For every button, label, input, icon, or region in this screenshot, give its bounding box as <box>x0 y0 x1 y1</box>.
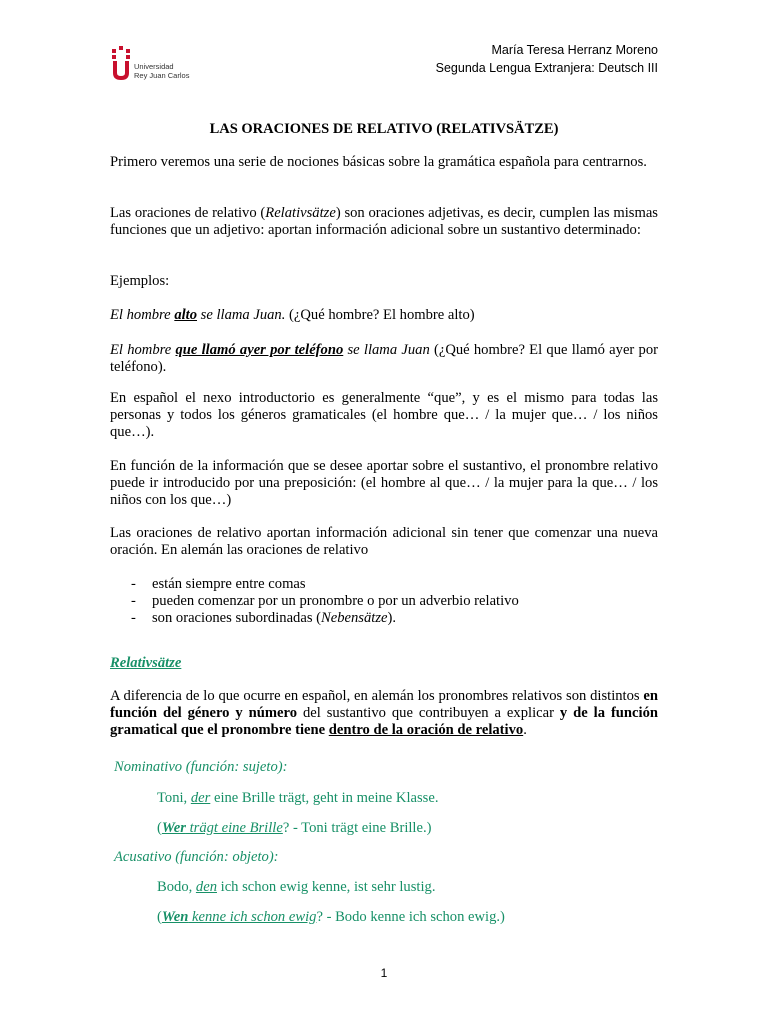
definition-text-1: Las oraciones de relativo ( <box>110 205 266 221</box>
nominativo-label: Nominativo (función: sujeto): <box>114 759 288 775</box>
nominativo-example-2-d: ? - Toni trägt eine Brille.) <box>282 820 432 836</box>
logo-line-1: Universidad <box>134 62 174 71</box>
paragraph-preposicion-text: En función de la información que se desee aportar sobre el sustantivo, el pronombre relativo puede ir introducido por una preposición: (el hombre al que… / la mujer para la que… / los niños con los que…) <box>110 458 658 509</box>
logo-text <box>134 63 189 80</box>
acusativo-question-word: Wen <box>161 909 189 925</box>
nominativo-example-2-a: ( <box>157 820 162 836</box>
list-item-text: son oraciones subordinadas ( <box>152 610 322 626</box>
example-1-part-c: se llama Juan. <box>197 307 286 323</box>
paragraph-aleman-text: Las oraciones de relativo aportan información adicional sin tener que comenzar una nueva oración. En alemán las oraciones de relativo <box>110 525 658 559</box>
example-2-part-a: El hombre <box>110 342 176 358</box>
example-2-highlight: que llamó ayer por teléfono <box>175 342 344 358</box>
features-list <box>110 576 658 627</box>
page-title: LAS ORACIONES DE RELATIVO (RELATIVSÄTZE) <box>209 121 559 137</box>
paragraph-definition <box>110 205 658 239</box>
acusativo-example-2 <box>157 909 505 926</box>
header-author: María Teresa Herranz Moreno <box>491 43 658 57</box>
diferencia-bold-2: y de la función gramatical que el pronombre tiene <box>110 705 658 739</box>
logo-line-2: Rey Juan Carlos <box>134 70 190 80</box>
diferencia-bold-1: en función del género y número <box>110 688 658 722</box>
acusativo-label: Acusativo (función: objeto): <box>114 849 279 865</box>
diferencia-period: . <box>523 722 527 739</box>
nominativo-example-2 <box>157 820 431 837</box>
paragraph-preposicion <box>110 458 658 510</box>
paragraph-aleman <box>110 525 658 559</box>
nominativo-question-word: Wer <box>161 820 186 836</box>
diferencia-bold-underlined: dentro de la oración de relativo <box>328 722 524 739</box>
page-number: 1 <box>380 966 388 980</box>
diferencia-text-2: del sustantivo que contribuyen a explicar <box>297 705 560 722</box>
acusativo-example-1-a: Bodo, <box>157 879 196 895</box>
university-logo-icon <box>110 46 132 82</box>
example-1-highlight: alto <box>174 307 198 323</box>
definition-term: Relativsätze <box>265 205 336 221</box>
list-item-text: están siempre entre comas <box>152 576 306 592</box>
nominativo-pronoun: der <box>190 790 211 806</box>
list-item <box>110 576 658 593</box>
example-1-question: (¿Qué hombre? El hombre alto) <box>285 307 475 323</box>
acusativo-example-2-d: ? - Bodo kenne ich schon ewig.) <box>316 909 505 925</box>
nominativo-question-phrase: trägt eine Brille <box>185 820 283 836</box>
list-item-text: pueden comenzar por un pronombre o por un adverbio relativo <box>152 593 519 609</box>
example-1 <box>110 307 658 324</box>
list-item-term: Nebensätze <box>321 610 388 626</box>
paragraph-intro <box>110 154 658 171</box>
paragraph-nexo <box>110 390 658 442</box>
nominativo-example-1-a: Toni, <box>157 790 191 806</box>
nominativo-example-1 <box>157 790 438 807</box>
example-2-question: (¿Qué hombre? El que llamó ayer por teléfono). <box>110 342 658 376</box>
examples-label: Ejemplos: <box>110 273 170 289</box>
acusativo-example-1 <box>157 879 435 896</box>
list-item <box>110 610 658 627</box>
paragraph-diferencia <box>110 688 658 740</box>
nominativo-example-1-c: eine Brille trägt, geht in meine Klasse. <box>210 790 439 806</box>
acusativo-example-1-c: ich schon ewig kenne, ist sehr lustig. <box>217 879 436 895</box>
example-2 <box>110 342 658 376</box>
diferencia-text-1: A diferencia de lo que ocurre en español, en alemán los pronombres relativos son distintos <box>110 688 644 704</box>
section-heading: Relativsätze <box>110 655 182 671</box>
example-1-part-a: El hombre <box>110 307 175 323</box>
example-2-part-c: se llama Juan <box>343 342 430 358</box>
header-course: Segunda Lengua Extranjera: Deutsch III <box>435 61 658 75</box>
paragraph-intro-text: Primero veremos una serie de nociones básicas sobre la gramática española para centrarnos. <box>110 154 647 170</box>
list-item-text-end: ). <box>387 610 397 626</box>
definition-text-2: ) son oraciones adjetivas, es decir, cumplen las mismas funciones que un adjetivo: aportan información adicional sobre un sustantivo determinado: <box>110 205 658 239</box>
list-item <box>110 593 658 610</box>
acusativo-question-phrase: kenne ich schon ewig <box>188 909 317 925</box>
acusativo-pronoun: den <box>195 879 217 895</box>
paragraph-nexo-text: En español el nexo introductorio es generalmente “que”, y es el mismo para todas las personas y todos los géneros gramaticales (el hombre que… / la mujer que… / los niños que…). <box>110 390 658 441</box>
university-logo <box>110 46 200 84</box>
acusativo-example-2-a: ( <box>157 909 162 925</box>
